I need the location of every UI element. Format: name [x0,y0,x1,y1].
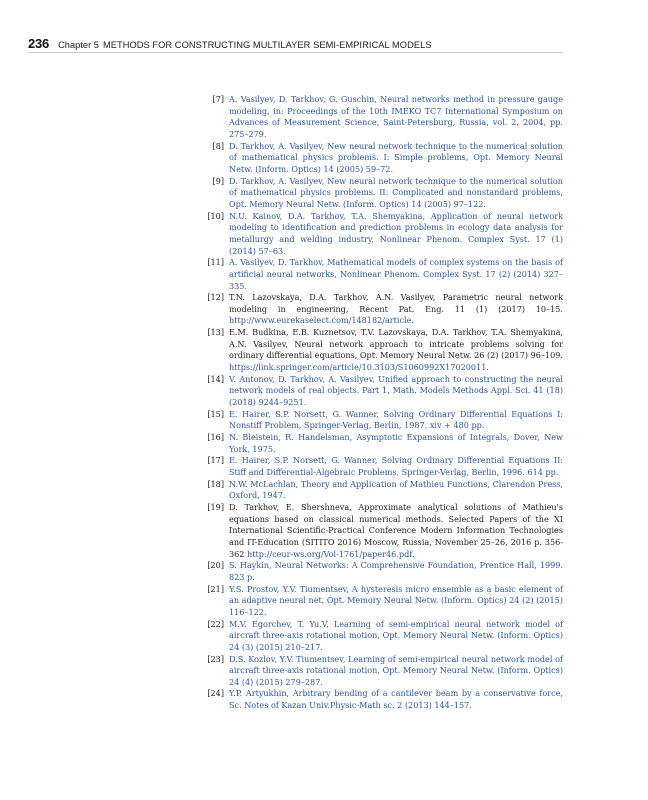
reference-list [205,94,563,712]
reference-url-link[interactable]: https://link.springer.com/article/10.3103/S1060992X17020011 [229,362,487,373]
reference-tail: . [411,548,415,559]
running-header [28,36,563,53]
reference-number: [14] [207,373,224,384]
reference-number: [9] [212,175,224,186]
reference-citation[interactable]: E. Hairer, S.P. Norsett, G. Wanner, Solving Ordinary Differential Equations II: Stiff and Differential-Algebraic Problems, Springer-Verlag, Berlin, 1996. 614 pp. [229,455,563,477]
reference-number: [18] [207,478,224,489]
reference-item [205,584,563,619]
reference-citation[interactable]: D. Tarkhov, A. Vasilyev, New neural network technique to the numerical solution of mathematical physics problems. II: Complicated and nonstandard problems, Opt. Memory Neural Netw. (Inform. Optics) 14 (2005) 97–122. [229,175,563,209]
reference-url-link[interactable]: http://ceur-ws.org/Vol-1761/paper46.pdf [247,548,412,559]
reference-text [229,502,563,560]
reference-item [205,560,563,583]
reference-citation[interactable]: A. Vasilyev, D. Tarkhov, Mathematical models of complex systems on the basis of artificial neural networks, Nonlinear Phenom. Complex Syst. 17 (2) (2014) 327–335. [229,257,563,291]
reference-item [205,432,563,455]
reference-text[interactable] [229,432,563,455]
reference-text [229,327,563,374]
reference-citation[interactable]: N.W. McLachlan, Theory and Application of Mathieu Functions, Clarendon Press, Oxford, 1947. [229,478,563,501]
reference-citation[interactable]: N. Bleistein, R. Handelsman, Asymptotic Expansions of Integrals, Dover, New York, 1975. [229,432,563,454]
reference-item [205,409,563,432]
reference-number: [8] [212,140,224,151]
reference-citation[interactable]: D. Tarkhov, A. Vasilyev, New neural network technique to the numerical solution of mathematical physics problems. I: Simple problems, Opt. Memory Neural Netw. (Inform. Optics) 14 (2005) 59–72. [229,140,563,174]
reference-item [205,141,563,176]
reference-citation: T.N. Lazovskaya, D.A. Tarkhov, A.N. Vasilyev, Parametric neural network modeling in engineering, Recent Pat. Eng. 11 (1) (2017) 10–15. [229,292,563,314]
reference-citation: E.M. Budkina, E.B. Kuznetsov, T.V. Lazovskaya, D.A. Tarkhov, T.A. Shemyakina, A.N. Vasilyev, Neural network approach to intricate problems solving for ordinary differential equations, Opt. Memory Neural Netw. 26 (2) (2017) 96–109. [229,327,563,361]
reference-text[interactable] [229,560,563,583]
reference-text[interactable] [229,479,563,502]
reference-number: [12] [207,292,224,303]
reference-number: [22] [207,618,224,629]
reference-text[interactable] [229,176,563,211]
reference-number: [21] [207,583,224,594]
reference-number: [16] [207,432,224,443]
page-number: 236 [28,36,50,51]
reference-item [205,211,563,258]
reference-number: [23] [207,653,224,664]
reference-citation[interactable]: V. Antonov, D. Tarkhov, A. Vasilyev, Unified approach to constructing the neural network models of real objects. Part 1, Math. Models Methods Appl. Sci. 41 (18) (2018) 9244–9251. [229,373,563,408]
reference-text[interactable] [229,619,563,654]
reference-text[interactable] [229,584,563,619]
reference-number: [24] [207,688,224,699]
reference-citation[interactable]: Y.S. Prostov, Y.V. Tiumentsev, A hysteresis micro ensemble as a basic element of an adaptive neural net, Opt. Memory Neural Netw. (Inform. Optics) 24 (2) (2015) 116–122. [229,583,563,617]
reference-item [205,479,563,502]
reference-item [205,94,563,141]
reference-number: [11] [207,257,224,268]
reference-text[interactable] [229,374,563,409]
reference-citation[interactable]: M.V. Egorchev, T. Yu.V, Learning of semi-empirical neural network model of aircraft three-axis rotational motion, Opt. Memory Neural Netw. (Inform. Optics) 24 (3) (2015) 210–217. [229,618,563,652]
reference-citation[interactable]: N.U. Kainov, D.A. Tarkhov, T.A. Shemyakina, Application of neural network modeling to identification and prediction problems in ecology data analysis for metallurgy and welding industry, Nonlinear Phenom. Complex Syst. 17 (1) (2014) 57–63. [229,210,563,256]
reference-item [205,292,563,327]
reference-item [205,654,563,689]
reference-text[interactable] [229,94,563,141]
reference-citation[interactable]: A. Vasilyev, D. Tarkhov, G. Guschin, Neural networks method in pressure gauge modeling, in: Proceedings of the 10th IMEKO TC7 International Symposium on Advances of Measurement Science, Saint-Petersburg, Russia, vol. 2, 2004, pp. 275–279. [229,94,563,139]
reference-text[interactable] [229,211,563,258]
reference-number: [17] [207,455,224,466]
reference-number: [13] [207,327,224,338]
reference-citation[interactable]: S. Haykin, Neural Networks: A Comprehensive Foundation, Prentice Hall, 1999. 823 p. [229,560,563,582]
reference-number: [19] [207,501,224,512]
reference-item [205,374,563,409]
reference-citation: D. Tarkhov, E. Shershneva, Approximate analytical solutions of Mathieu's equations based on classical numerical methods. Selected Papers of the XI International Scientific-Practical Conference Modern Information Technologies and IT-Education (SITITO 2016) Moscow, Russia, November 25–26, 2016 p. 356-362 [229,501,563,559]
reference-citation[interactable]: E. Hairer, S.P. Norsett, G. Wanner, Solving Ordinary Differential Equations I: Nonstiff Problem, Springer-Verlag, Berlin, 1987. xiv + 480 pp. [229,408,563,431]
reference-text[interactable] [229,654,563,689]
reference-item [205,688,563,711]
reference-number: [15] [207,408,224,419]
reference-tail: . [411,315,415,326]
reference-citation[interactable]: D.S. Kozlov, Y.V. Tiumentsev, Learning of semi-empirical neural network model of aircraft three-axis rotational motion, Opt. Memory Neural Netw. (Inform. Optics) 24 (4) (2015) 279–287. [229,653,563,687]
reference-number: [10] [207,210,224,221]
reference-item [205,176,563,211]
reference-text[interactable] [229,257,563,292]
reference-citation[interactable]: Y.P. Artyukhin, Arbitrary bending of a cantilever beam by a conservative force, Sc. Notes of Kazan Univ.Physic-Math sc. 2 (2013) 144–157. [229,688,563,711]
reference-text[interactable] [229,688,563,711]
reference-text [229,292,563,327]
reference-item [205,327,563,374]
reference-item [205,455,563,478]
reference-text[interactable] [229,141,563,176]
chapter-label: Chapter 5 [58,40,99,50]
reference-tail: . [486,362,489,373]
reference-item [205,619,563,654]
reference-text[interactable] [229,409,563,432]
reference-text[interactable] [229,455,563,478]
reference-item [205,502,563,560]
chapter-title: METHODS FOR CONSTRUCTING MULTILAYER SEMI-EMPIRICAL MODELS [102,40,432,50]
reference-item [205,257,563,292]
reference-number: [7] [212,94,224,104]
reference-number: [20] [207,560,224,571]
reference-url-link[interactable]: http://www.eurekaselect.com/148182/article [229,315,412,326]
